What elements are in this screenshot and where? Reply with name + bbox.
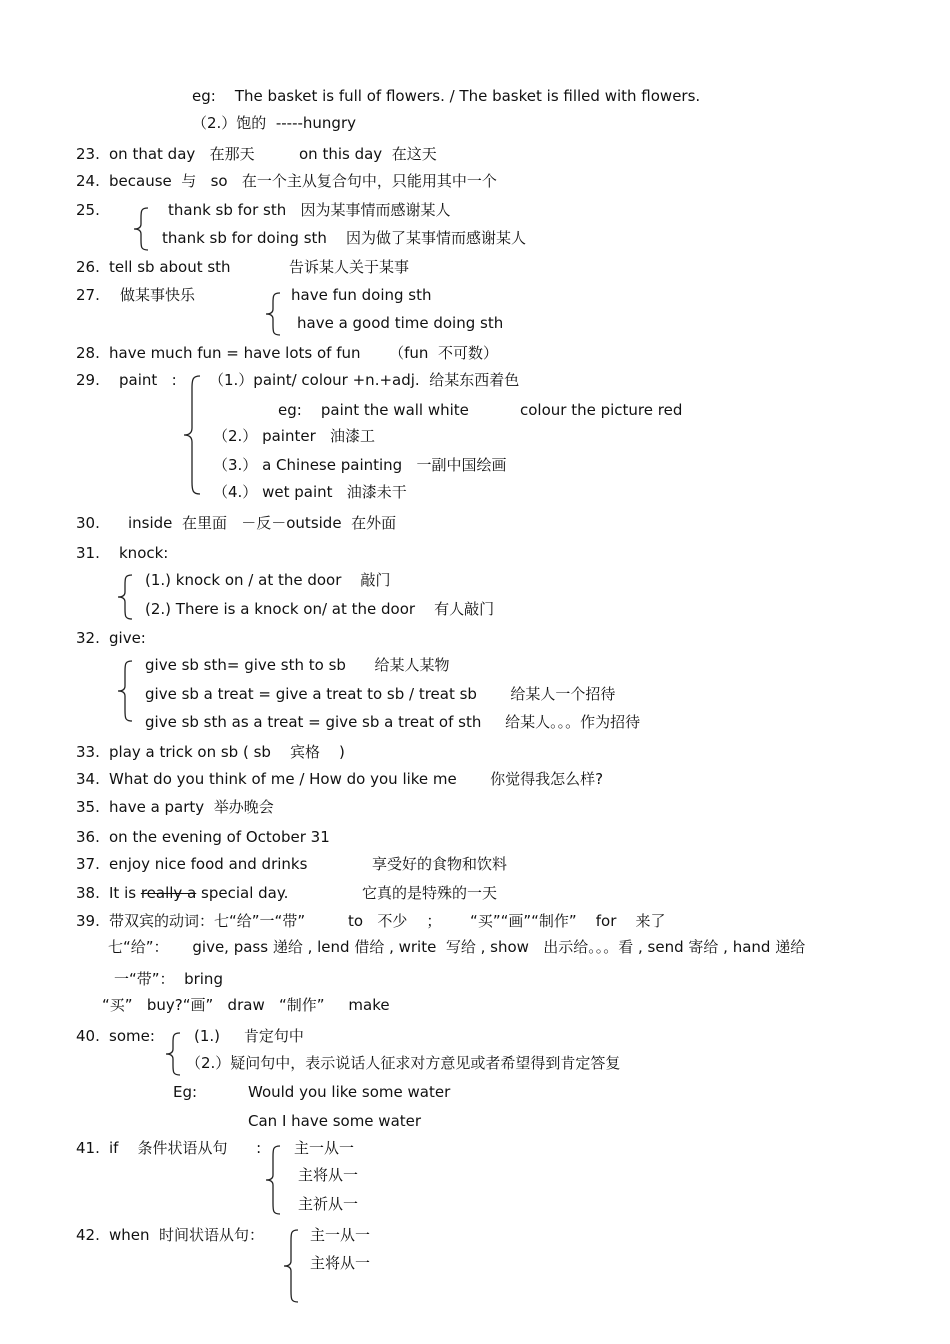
item-28-text: have much fun = have lots of fun （fun 不可数） bbox=[109, 344, 498, 362]
item-32-sub-1: give sb sth= give sth to sb 给某人某物 bbox=[145, 656, 450, 674]
item-40-head: some: bbox=[109, 1027, 155, 1045]
item-number-28: 28. bbox=[76, 344, 100, 362]
example-basket: eg: The basket is full of flowers. / The basket is filled with flowers. bbox=[192, 87, 701, 105]
item-37-text-a: enjoy nice food and drinks bbox=[109, 855, 308, 873]
item-35-text: have a party 举办晚会 bbox=[109, 798, 274, 816]
brace-42 bbox=[280, 1228, 302, 1304]
item-27-text-a: 做某事快乐 bbox=[120, 286, 196, 304]
item-41-sub-2: 主将从一 bbox=[298, 1166, 359, 1184]
item-42-sub-2: 主将从一 bbox=[310, 1254, 371, 1272]
item-23-text-b: on this day 在这天 bbox=[299, 145, 437, 163]
item-number-38: 38. bbox=[76, 884, 100, 902]
item-34-text: What do you think of me / How do you like me 你觉得我怎么样? bbox=[109, 770, 604, 788]
item-number-27: 27. bbox=[76, 286, 100, 304]
item-number-37: 37. bbox=[76, 855, 100, 873]
item-29-example-a: eg: paint the wall white bbox=[278, 401, 469, 419]
item-39-seven-give: 七“给”： give, pass 递给 , lend 借给 , write 写给 , show 出示给。。。看 , send 寄给 , hand 递给 bbox=[108, 938, 806, 956]
item-number-33: 33. bbox=[76, 743, 100, 761]
item-31-head: knock: bbox=[119, 544, 169, 562]
item-25-text-a: thank sb for sth 因为某事情而感谢某人 bbox=[168, 201, 451, 219]
item-number-41: 41. bbox=[76, 1139, 100, 1157]
item-42-head: when 时间状语从句： bbox=[109, 1226, 265, 1244]
item-40-sub-1: (1.) 肯定句中 bbox=[194, 1027, 304, 1045]
item-40-example-label: Eg: bbox=[173, 1083, 198, 1101]
brace-27 bbox=[262, 291, 284, 337]
hungry-line: （2.）饱的 -----hungry bbox=[192, 114, 356, 132]
item-40-sub-2: （2.）疑问句中，表示说话人征求对方意见或者希望得到肯定答复 bbox=[186, 1054, 621, 1072]
item-30-text: inside 在里面 －反－outside 在外面 bbox=[128, 514, 397, 532]
item-38-text-a bbox=[109, 884, 288, 902]
item-38-text-post: special day. bbox=[196, 884, 289, 902]
item-42-sub-1: 主一从一 bbox=[310, 1226, 371, 1244]
item-38-text-pre: It is bbox=[109, 884, 141, 902]
item-number-30: 30. bbox=[76, 514, 100, 532]
item-number-25: 25. bbox=[76, 201, 100, 219]
item-23-text-a: on that day 在那天 bbox=[109, 145, 255, 163]
brace-29 bbox=[180, 374, 204, 496]
item-number-24: 24. bbox=[76, 172, 100, 190]
item-41-head: if 条件状语从句 : bbox=[109, 1139, 262, 1157]
item-29-head: paint : bbox=[119, 371, 177, 389]
item-number-26: 26. bbox=[76, 258, 100, 276]
item-39-text: 带双宾的动词：七“给”一“带” to 不少 ； “买”“画”“制作” for 来了 bbox=[109, 912, 666, 930]
item-36-text: on the evening of October 31 bbox=[109, 828, 330, 846]
item-29-sub-3: （3.） a Chinese painting 一副中国绘画 bbox=[213, 456, 507, 474]
item-38-text-b: 它真的是特殊的一天 bbox=[362, 884, 498, 902]
item-number-36: 36. bbox=[76, 828, 100, 846]
item-29-sub-2: （2.） painter 油漆工 bbox=[213, 427, 376, 445]
item-29-example-b: colour the picture red bbox=[520, 401, 683, 419]
brace-31 bbox=[114, 573, 136, 621]
item-29-sub-1: （1.）paint/ colour +n.+adj. 给某东西着色 bbox=[209, 371, 520, 389]
item-32-sub-2: give sb a treat = give a treat to sb / treat sb 给某人一个招待 bbox=[145, 685, 616, 703]
item-39-buy-draw-make: “买” buy?“画” draw “制作” make bbox=[102, 996, 390, 1014]
item-number-34: 34. bbox=[76, 770, 100, 788]
item-25-text-b: thank sb for doing sth 因为做了某事情而感谢某人 bbox=[162, 229, 526, 247]
item-number-39: 39. bbox=[76, 912, 100, 930]
item-41-sub-3: 主祈从一 bbox=[298, 1195, 359, 1213]
item-32-sub-3: give sb sth as a treat = give sb a treat of sth 给某人。。。作为招待 bbox=[145, 713, 641, 731]
item-32-head: give: bbox=[109, 629, 146, 647]
item-number-35: 35. bbox=[76, 798, 100, 816]
item-number-23: 23. bbox=[76, 145, 100, 163]
brace-32 bbox=[114, 659, 136, 723]
item-26-text-a: tell sb about sth bbox=[109, 258, 231, 276]
item-41-sub-1: 主一从一 bbox=[294, 1139, 355, 1157]
item-27-text-c: have a good time doing sth bbox=[297, 314, 504, 332]
item-24-text: because 与 so 在一个主从复合句中，只能用其中一个 bbox=[109, 172, 497, 190]
item-31-sub-1: (1.) knock on / at the door 敲门 bbox=[145, 571, 391, 589]
item-37-text-b: 享受好的食物和饮料 bbox=[372, 855, 508, 873]
item-27-text-b: have fun doing sth bbox=[291, 286, 432, 304]
item-number-32: 32. bbox=[76, 629, 100, 647]
item-40-example-2: Can I have some water bbox=[248, 1112, 422, 1130]
item-number-31: 31. bbox=[76, 544, 100, 562]
item-39-one-bring: 一“带”： bring bbox=[114, 970, 223, 988]
brace-41 bbox=[262, 1144, 284, 1216]
item-number-42: 42. bbox=[76, 1226, 100, 1244]
item-number-40: 40. bbox=[76, 1027, 100, 1045]
brace-40 bbox=[162, 1031, 184, 1077]
brace-25 bbox=[130, 206, 152, 252]
item-40-example-1: Would you like some water bbox=[248, 1083, 451, 1101]
item-33-text: play a trick on sb ( sb 宾格 ) bbox=[109, 743, 345, 761]
item-26-text-b: 告诉某人关于某事 bbox=[289, 258, 410, 276]
item-31-sub-2: (2.) There is a knock on/ at the door 有人敲门 bbox=[145, 600, 495, 618]
item-number-29: 29. bbox=[76, 371, 100, 389]
item-38-struck-text: really a bbox=[140, 884, 197, 902]
item-29-sub-4: （4.） wet paint 油漆未干 bbox=[213, 483, 407, 501]
